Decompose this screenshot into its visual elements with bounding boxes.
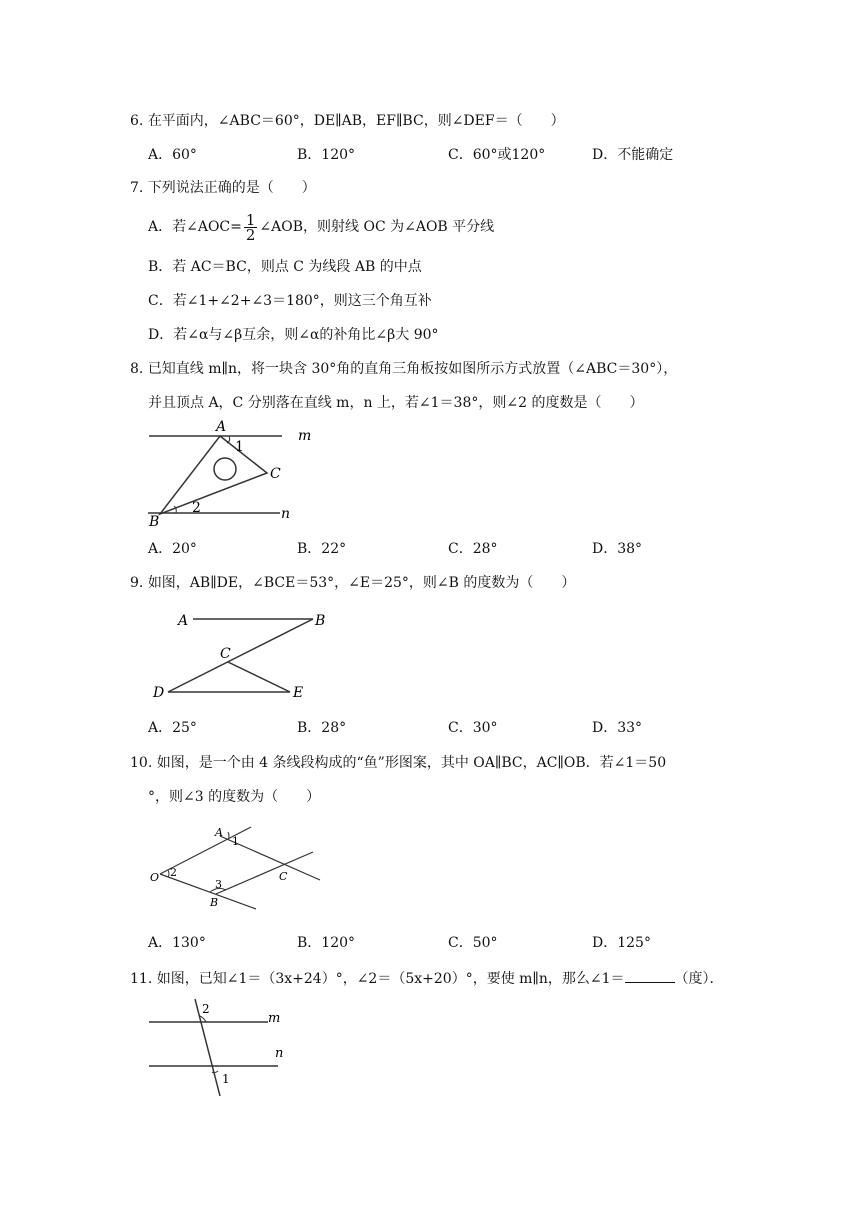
q9-option-a: A．25° — [148, 720, 197, 736]
q7-fraction-numerator: 1 — [245, 210, 256, 229]
q10-stem-line2: °，则∠3 的度数为（ ） — [148, 789, 321, 805]
q9-option-b: B．28° — [297, 720, 347, 736]
q8-stem-line2: 并且顶点 A，C 分别落在直线 m，n 上，若∠1＝38°，则∠2 的度数是（ ） — [148, 395, 644, 411]
q8-angle1-label: 1 — [235, 439, 244, 455]
q11-figure — [140, 996, 300, 1101]
q8-option-d: D．38° — [592, 541, 643, 557]
q8-stem-line1 — [130, 359, 677, 379]
q8-label-a: A — [216, 419, 227, 435]
q9-label-a: A — [178, 613, 189, 629]
q10-stem-line1 — [130, 753, 666, 773]
q11-text-pre: 如图，已知∠1＝（3x+24）°，∠2＝（5x+20）°，要使 m∥n，那么∠1＝ — [156, 971, 625, 987]
q10-number: 10. — [130, 755, 153, 771]
q6-option-d: D．不能确定 — [592, 147, 674, 163]
q8-label-n: n — [281, 506, 291, 522]
q6-stem — [130, 111, 565, 131]
q9-label-e: E — [293, 685, 304, 701]
q8-label-b: B — [149, 514, 160, 530]
q8-angle2-arc — [174, 506, 176, 513]
q10-angle1-label: 1 — [232, 835, 239, 848]
q8-figure — [140, 418, 320, 528]
q11-number: 11. — [130, 971, 153, 987]
q11-angle2-label: 2 — [202, 1002, 210, 1016]
q10-angle1-arc — [228, 832, 229, 840]
q7-option-b: B．若 AC＝BC，则点 C 为线段 AB 的中点 — [148, 259, 422, 275]
q10-line-bc — [216, 852, 313, 894]
q10-label-b: B — [210, 896, 219, 909]
q10-text-line1: 如图，是一个由 4 条线段构成的“鱼”形图案，其中 OA∥BC，AC∥OB．若∠1＝50 — [156, 755, 667, 771]
q9-label-d: D — [153, 685, 165, 701]
q8-option-b: B．22° — [297, 541, 347, 557]
q10-option-c: C．50° — [448, 935, 498, 951]
q8-option-c: C．28° — [448, 541, 498, 557]
q10-angle3-label: 3 — [215, 878, 222, 891]
q6-number: 6. — [130, 113, 144, 129]
q7-stem — [130, 178, 316, 198]
q10-option-a: A．130° — [148, 935, 206, 951]
q8-option-a: A．20° — [148, 541, 197, 557]
q10-label-a: A — [215, 826, 223, 839]
q9-segment-ce — [228, 662, 290, 692]
q6-option-c: C．60°或120° — [448, 147, 546, 163]
q8-angle2-label: 2 — [192, 500, 201, 516]
q11-angle1-label: 1 — [222, 1072, 230, 1086]
q11-answer-blank — [625, 968, 675, 983]
q8-label-m: m — [298, 428, 312, 444]
q9-segment-bd — [168, 619, 313, 692]
q8-text-line1: 已知直线 m∥n，将一块含 30°角的直角三角板按如图所示方式放置（∠ABC＝30°）， — [147, 361, 678, 377]
q10-line-ob — [160, 874, 256, 909]
q10-option-b: B．120° — [297, 935, 356, 951]
q10-label-o: O — [150, 871, 160, 884]
q7-fraction-denominator: 2 — [245, 225, 256, 244]
q8-number: 8. — [130, 361, 144, 377]
q9-figure — [148, 607, 338, 702]
q7-option-a-post: ∠AOB，则射线 OC 为∠AOB 平分线 — [259, 219, 495, 235]
q7-option-c: C．若∠1+∠2+∠3＝180°，则这三个角互补 — [148, 293, 432, 309]
q11-label-m: m — [268, 1011, 281, 1026]
q6-option-a: A．60° — [148, 147, 197, 163]
q7-fraction — [244, 210, 258, 244]
q6-text: 在平面内，∠ABC＝60°，DE∥AB，EF∥BC，则∠DEF＝（ ） — [147, 113, 565, 129]
q9-text: 如图，AB∥DE，∠BCE＝53°，∠E＝25°，则∠B 的度数为（ ） — [147, 575, 576, 591]
q9-number: 9. — [130, 575, 144, 591]
q9-option-d: D．33° — [592, 720, 643, 736]
q7-option-a — [148, 212, 494, 242]
q11-text-post: （度）． — [674, 971, 724, 987]
q8-triangle — [160, 436, 267, 514]
q6-option-b: B．120° — [297, 147, 356, 163]
q8-label-c: C — [270, 466, 281, 482]
q11-label-n: n — [275, 1046, 284, 1061]
q7-number: 7. — [130, 180, 144, 196]
q11-stem — [130, 968, 724, 989]
q10-label-c: C — [279, 870, 288, 883]
q8-triangle-hole — [214, 458, 236, 480]
q10-angle2-label: 2 — [170, 866, 177, 879]
q10-option-d: D．125° — [592, 935, 651, 951]
q10-figure — [148, 822, 328, 912]
q7-option-d: D．若∠α与∠β互余，则∠α的补角比∠β大 90° — [148, 327, 439, 343]
q9-option-c: C．30° — [448, 720, 498, 736]
q9-label-c: C — [220, 646, 231, 662]
q9-stem — [130, 573, 575, 593]
q10-angle2-arc — [168, 870, 169, 877]
q7-text: 下列说法正确的是（ ） — [147, 180, 316, 196]
q7-option-a-pre: A．若∠AOC= — [148, 219, 242, 235]
q9-label-b: B — [315, 613, 326, 629]
